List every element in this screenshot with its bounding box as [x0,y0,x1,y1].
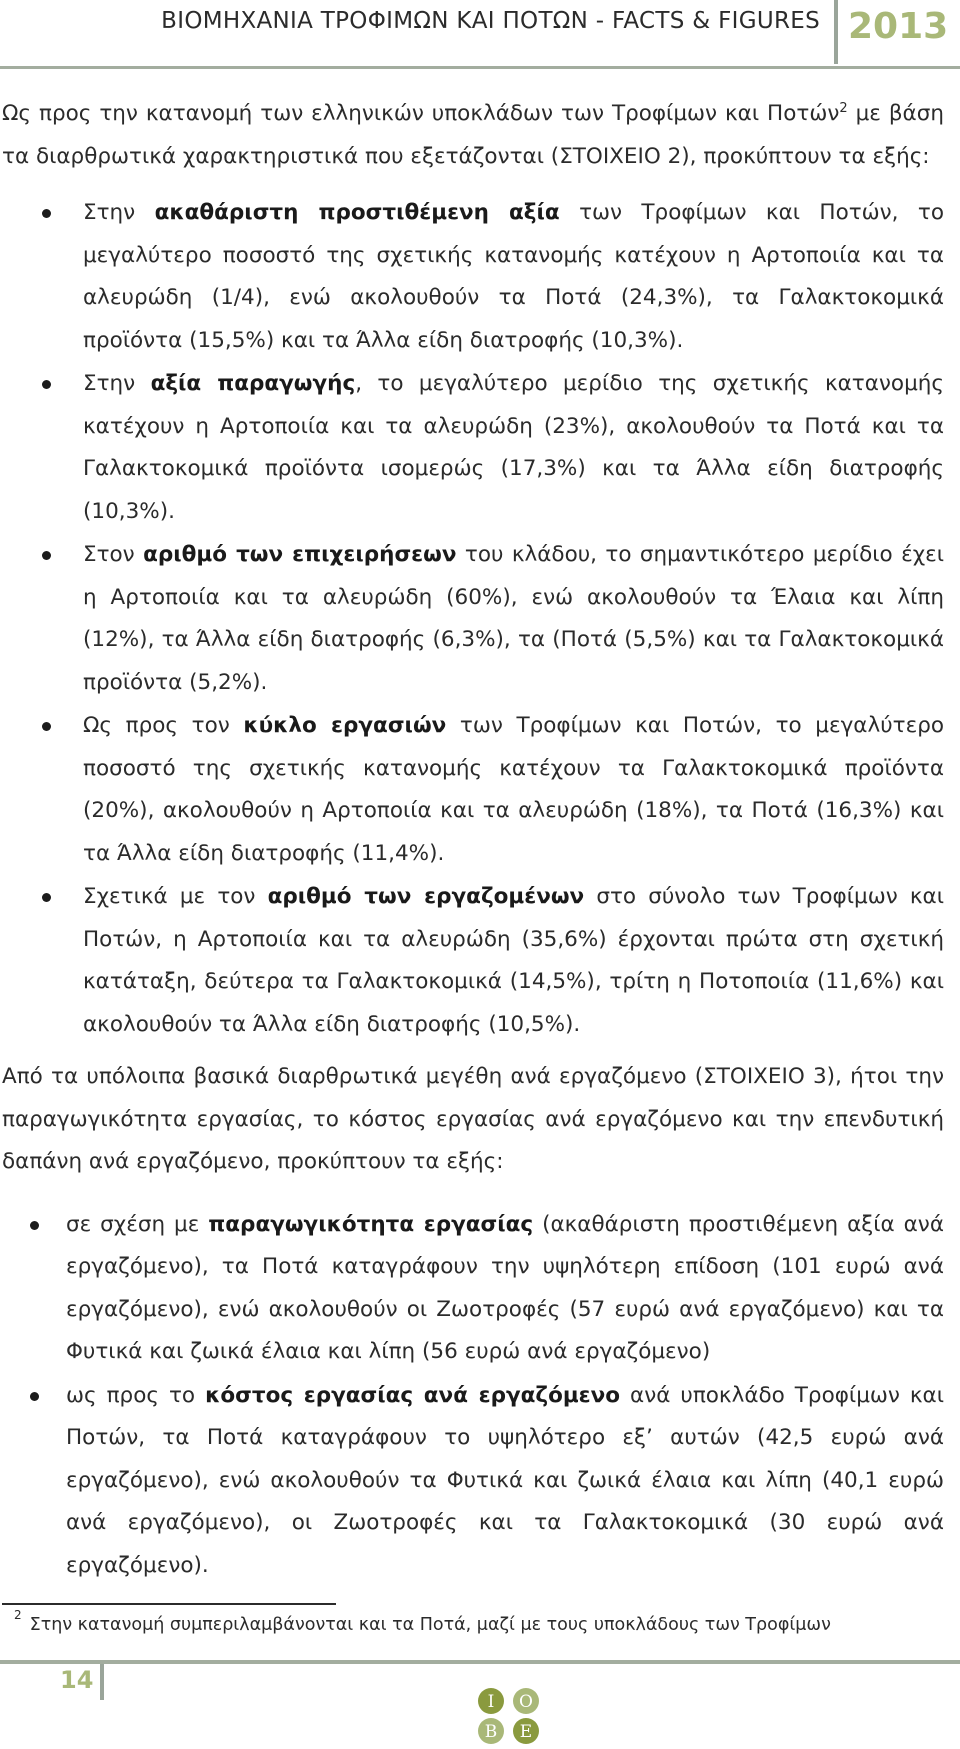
item-text: Στην [83,371,151,397]
item-text: Ως προς τον [83,713,244,739]
list-item [2,876,944,1046]
item-emphasis: παραγωγικότητα εργασίας [208,1211,534,1237]
page-content [2,88,944,1588]
svg-text:B: B [484,1722,498,1742]
item-text: ανά υποκλάδο Τροφίμων και Ποτών, τα Ποτά καταγράφουν το υψηλότερο εξ’ αυτών (42,5 ευρώ ανά εργαζόμενο), ενώ ακολουθούν τα Φυτικά και ζωικά έλαια και λίπη (40,1 ευρώ ανά εργαζόμενο), οι Ζωοτροφές και τα Γαλακτοκομικά (30 ευρώ ανά εργαζόμενο). [66,1382,944,1578]
list-item [2,705,944,875]
structural-distribution-list [2,192,944,1046]
item-text: (ακαθάριστη προστιθέμενη αξία ανά εργαζόμενο), τα Ποτά καταγράφουν την υψηλότερη επίδοση (101 ευρώ ανά εργαζόμενο), ενώ ακολουθούν οι Ζωοτροφές (57 ευρώ ανά εργαζόμενο) και τα Φυτικά και ζωικά έλαια και λίπη (56 ευρώ ανά εργαζόμενο) [66,1211,944,1365]
per-employee-list [2,1204,944,1588]
item-text: στο σύνολο των Τροφίμων και Ποτών, η Αρτοποιία και τα αλευρώδη (35,6%) έρχονται πρώτα στη σχετική κατάταξη, δεύτερα τα Γαλακτοκομικά (14,5%), τρίτη η Ποτοποιία (11,6%) και ακολουθούν τα Άλλα είδη διατροφής (10,5%). [83,884,944,1037]
header-year: 2013 [848,6,949,47]
bullet-icon [30,1221,39,1230]
bullet-icon [42,380,51,389]
list-item [2,1375,944,1588]
svg-text:O: O [519,1692,533,1712]
page-header [0,0,960,72]
header-divider [834,0,838,64]
page-number: 14 [60,1666,94,1694]
item-text: ως προς το [66,1382,206,1408]
footnote-reference: 2 [839,101,848,116]
bullet-icon [42,551,51,560]
bullet-icon [30,1392,39,1401]
item-text: των Τροφίμων και Ποτών, το μεγαλύτερο ποσοστό της σχετικής κατανομής κατέχουν η Αρτοποιία και τα αλευρώδη (1/4), ενώ ακολουθούν τα Ποτά (24,3%), τα Γαλακτοκομικά προϊόντα (15,5%) και τα Άλλα είδη διατροφής (10,3%). [83,200,945,353]
header-title: ΒΙΟΜΗΧΑΝΙΑ ΤΡΟΦΙΜΩΝ ΚΑΙ ΠΟΤΩΝ - FACTS & FIGURES [161,8,820,34]
item-text: Στην [83,200,155,226]
item-emphasis: κόστος εργασίας ανά εργαζόμενο [205,1382,621,1408]
item-emphasis: αξία παραγωγής [150,371,356,397]
intro-paragraph [2,88,944,178]
footnote-number: 2 [14,1608,22,1622]
list-item [2,1204,944,1374]
footer-rule [0,1660,960,1664]
item-text: Σχετικά με τον [83,884,268,910]
second-paragraph: Από τα υπόλοιπα βασικά διαρθρωτικά μεγέθη ανά εργαζόμενο (ΣΤΟΙΧΕΙΟ 3), ήτοι την παραγωγικότητα εργασίας, το κόστος εργασίας ανά εργαζόμενο και την επενδυτική δαπάνη ανά εργαζόμενο, προκύπτουν τα εξής: [2,1064,944,1175]
item-emphasis: αριθμό των επιχειρήσεων [143,542,457,568]
iobe-logo [474,1686,544,1746]
bullet-icon [42,209,51,218]
intro-text-before: Ως προς την κατανομή των ελληνικών υποκλάδων των Τροφίμων και Ποτών [2,101,840,127]
footnote-text: Στην κατανομή συμπεριλαμβάνονται και τα Ποτά, μαζί με τους υποκλάδους των Τροφίμων [29,1614,831,1635]
header-rule [0,66,960,69]
list-item [2,363,944,533]
item-text: των Τροφίμων και Ποτών, το μεγαλύτερο ποσοστό της σχετικής κατανομής κατέχουν τα Γαλακτοκομικά προϊόντα (20%), ακολουθούν η Αρτοποιία και τα αλευρώδη (18%), τα Ποτά (16,3%) και τα Άλλα είδη διατροφής (11,4%). [83,713,945,866]
footnote [14,1608,831,1635]
item-emphasis: ακαθάριστη προστιθέμενη αξία [154,200,560,226]
list-item [2,192,944,362]
item-emphasis: κύκλο εργασιών [243,713,447,739]
item-text: , το μεγαλύτερο μερίδιο της σχετικής κατανομής κατέχουν η Αρτοποιία και τα αλευρώδη (23%), ακολουθούν τα Ποτά και τα Γαλακτοκομικά προϊόντα ισομερώς (17,3%) και τα Άλλα είδη διατροφής (10,3%). [83,371,945,524]
svg-text:I: I [487,1692,495,1712]
list-item [2,534,944,704]
item-text: σε σχέση με [66,1211,209,1237]
bullet-icon [42,893,51,902]
svg-text:E: E [519,1722,533,1742]
bullet-icon [42,722,51,731]
item-text: Στον [83,542,144,568]
item-text: του κλάδου, το σημαντικότερο μερίδιο έχει η Αρτοποιία και τα αλευρώδη (60%), ενώ ακολουθούν τα Έλαια και λίπη (12%), τα Άλλα είδη διατροφής (6,3%), τα (Ποτά (5,5%) και τα Γαλακτοκομικά προϊόντα (5,2%). [83,542,945,695]
footnote-rule [2,1603,336,1605]
item-emphasis: αριθμό των εργαζομένων [267,884,585,910]
intro-text-after: με βάση τα διαρθρωτικά χαρακτηριστικά που εξετάζονται (ΣΤΟΙΧΕΙΟ 2), προκύπτουν τα εξής: [2,101,944,169]
footer-divider [100,1664,104,1700]
